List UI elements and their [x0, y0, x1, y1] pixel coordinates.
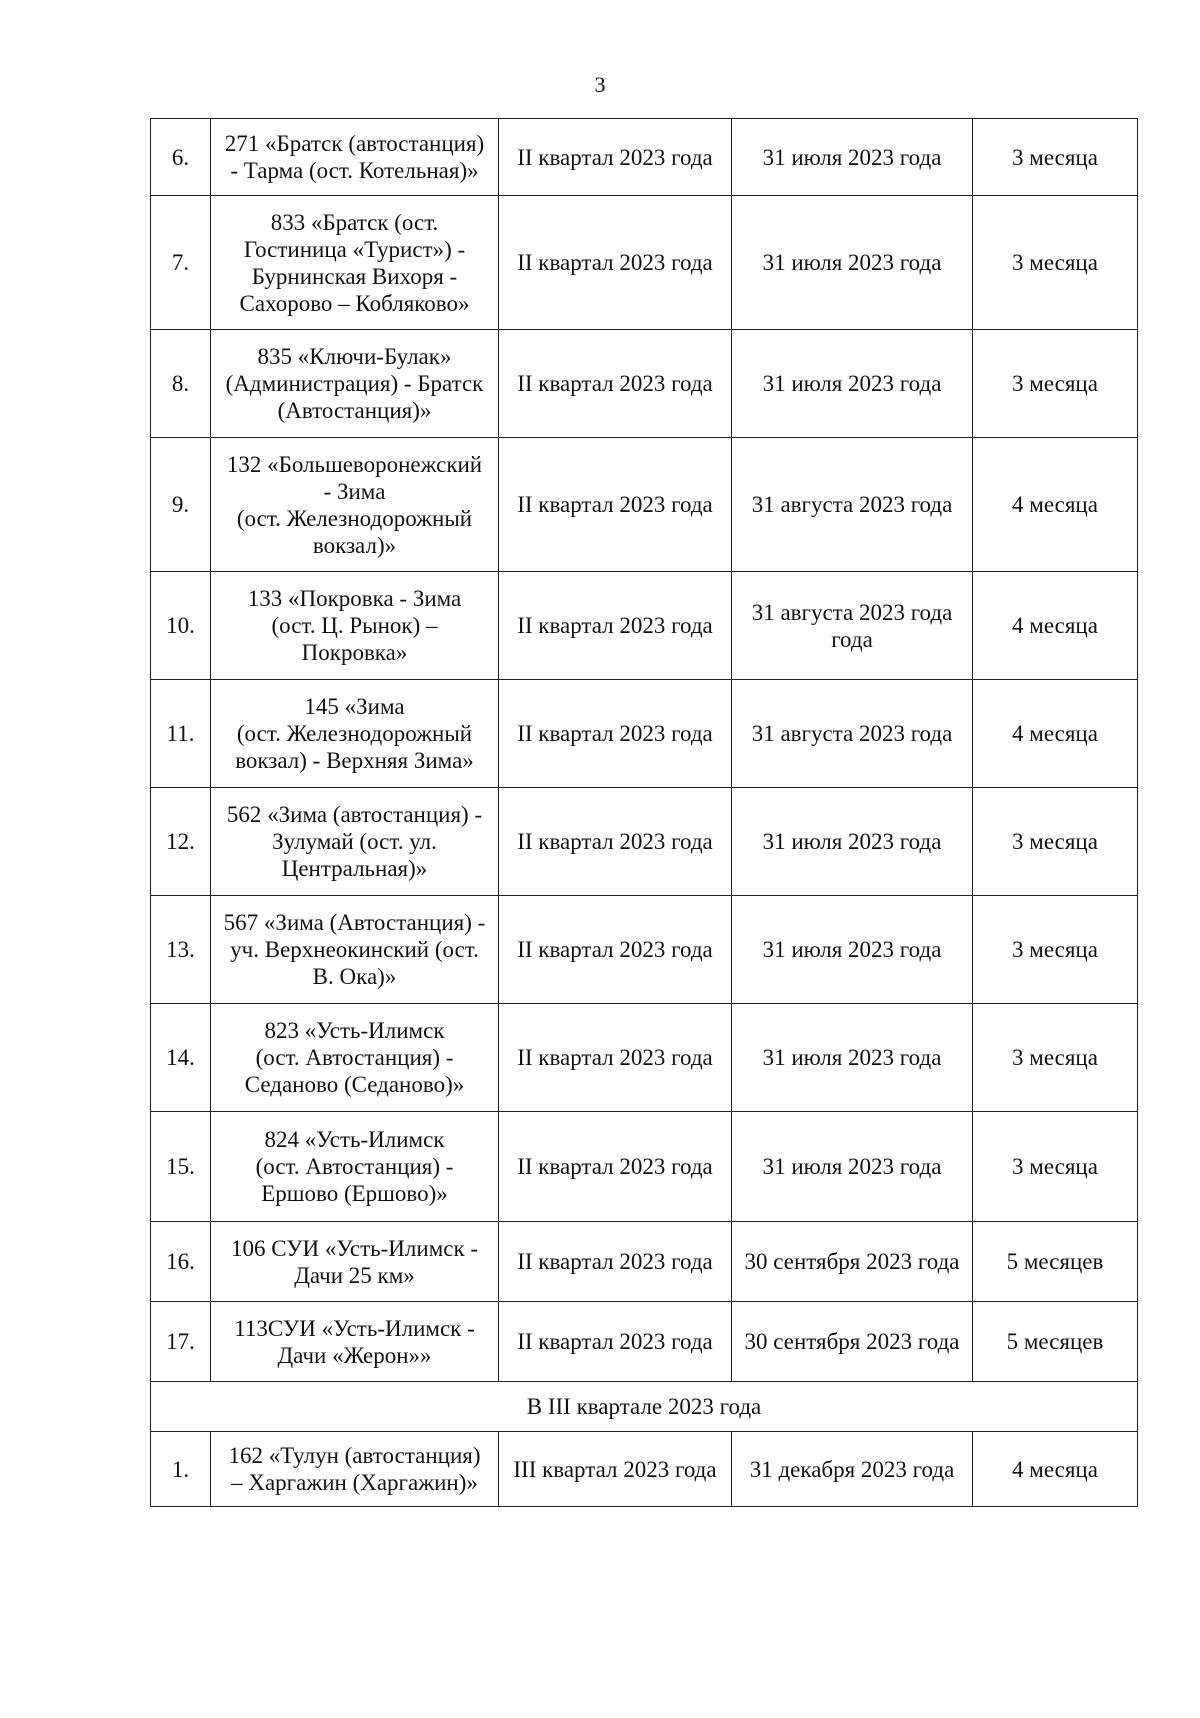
- end-date: 31 августа 2023 года: [732, 680, 973, 788]
- route-name: 824 «Усть-Илимск (ост. Автостанция) - Ершово (Ершово)»: [211, 1112, 499, 1222]
- row-number: 1.: [151, 1432, 211, 1507]
- end-date: 30 сентября 2023 года: [732, 1302, 973, 1382]
- duration: 3 месяца: [973, 330, 1138, 438]
- row-number: 14.: [151, 1004, 211, 1112]
- quarter: II квартал 2023 года: [499, 119, 732, 196]
- routes-table: [150, 118, 1138, 1507]
- route-name: 133 «Покровка - Зима (ост. Ц. Рынок) – Покровка»: [211, 572, 499, 680]
- row-number: 7.: [151, 196, 211, 330]
- table-row: [151, 1302, 1138, 1382]
- row-number: 8.: [151, 330, 211, 438]
- row-number: 15.: [151, 1112, 211, 1222]
- route-name: 833 «Братск (ост. Гостиница «Турист») - Бурнинская Вихоря - Сахорово – Кобляково»: [211, 196, 499, 330]
- section-header: В III квартале 2023 года: [151, 1382, 1138, 1432]
- row-number: 6.: [151, 119, 211, 196]
- table-row: [151, 119, 1138, 196]
- end-date: 31 июля 2023 года: [732, 119, 973, 196]
- route-name: 106 СУИ «Усть-Илимск - Дачи 25 км»: [211, 1222, 499, 1302]
- quarter: II квартал 2023 года: [499, 572, 732, 680]
- end-date: 31 июля 2023 года: [732, 330, 973, 438]
- end-date: 31 июля 2023 года: [732, 196, 973, 330]
- table-row: [151, 1222, 1138, 1302]
- duration: 4 месяца: [973, 438, 1138, 572]
- duration: 3 месяца: [973, 1004, 1138, 1112]
- table-row: [151, 196, 1138, 330]
- end-date: 31 июля 2023 года: [732, 896, 973, 1004]
- quarter: II квартал 2023 года: [499, 1004, 732, 1112]
- quarter: II квартал 2023 года: [499, 330, 732, 438]
- quarter: II квартал 2023 года: [499, 896, 732, 1004]
- end-date: 31 августа 2023 года: [732, 438, 973, 572]
- route-name: 823 «Усть-Илимск (ост. Автостанция) - Седаново (Седаново)»: [211, 1004, 499, 1112]
- table-row: [151, 438, 1138, 572]
- quarter: II квартал 2023 года: [499, 438, 732, 572]
- row-number: 12.: [151, 788, 211, 896]
- table-row: [151, 680, 1138, 788]
- row-number: 10.: [151, 572, 211, 680]
- page-number: 3: [594, 72, 606, 97]
- row-number: 11.: [151, 680, 211, 788]
- end-date: 31 августа 2023 года года: [732, 572, 973, 680]
- quarter: II квартал 2023 года: [499, 680, 732, 788]
- row-number: 9.: [151, 438, 211, 572]
- end-date: 31 июля 2023 года: [732, 1112, 973, 1222]
- duration: 5 месяцев: [973, 1222, 1138, 1302]
- end-date: 31 июля 2023 года: [732, 788, 973, 896]
- table-row: [151, 1004, 1138, 1112]
- duration: 3 месяца: [973, 788, 1138, 896]
- table-row: [151, 572, 1138, 680]
- row-number: 17.: [151, 1302, 211, 1382]
- quarter: II квартал 2023 года: [499, 788, 732, 896]
- end-date: 31 декабря 2023 года: [732, 1432, 973, 1507]
- route-name: 162 «Тулун (автостанция) – Харгажин (Харгажин)»: [211, 1432, 499, 1507]
- route-name: 562 «Зима (автостанция) - Зулумай (ост. ул. Центральная)»: [211, 788, 499, 896]
- route-name: 145 «Зима (ост. Железнодорожный вокзал) - Верхняя Зима»: [211, 680, 499, 788]
- duration: 4 месяца: [973, 680, 1138, 788]
- table-row: [151, 1432, 1138, 1507]
- route-name: 132 «Большеворонежский - Зима (ост. Железнодорожный вокзал)»: [211, 438, 499, 572]
- quarter: II квартал 2023 года: [499, 196, 732, 330]
- duration: 3 месяца: [973, 896, 1138, 1004]
- end-date: 30 сентября 2023 года: [732, 1222, 973, 1302]
- route-name: 567 «Зима (Автостанция) - уч. Верхнеокинский (ост. В. Ока)»: [211, 896, 499, 1004]
- duration: 4 месяца: [973, 1432, 1138, 1507]
- duration: 3 месяца: [973, 196, 1138, 330]
- table-row: [151, 1112, 1138, 1222]
- table-row: [151, 788, 1138, 896]
- table-row: [151, 896, 1138, 1004]
- duration: 3 месяца: [973, 119, 1138, 196]
- duration: 5 месяцев: [973, 1302, 1138, 1382]
- duration: 4 месяца: [973, 572, 1138, 680]
- quarter: III квартал 2023 года: [499, 1432, 732, 1507]
- duration: 3 месяца: [973, 1112, 1138, 1222]
- end-date: 31 июля 2023 года: [732, 1004, 973, 1112]
- row-number: 16.: [151, 1222, 211, 1302]
- quarter: II квартал 2023 года: [499, 1222, 732, 1302]
- route-name: 271 «Братск (автостанция) - Тарма (ост. Котельная)»: [211, 119, 499, 196]
- section-header-row: [151, 1382, 1138, 1432]
- quarter: II квартал 2023 года: [499, 1302, 732, 1382]
- route-name: 835 «Ключи-Булак» (Администрация) - Братск (Автостанция)»: [211, 330, 499, 438]
- route-name: 113СУИ «Усть-Илимск - Дачи «Жерон»»: [211, 1302, 499, 1382]
- quarter: II квартал 2023 года: [499, 1112, 732, 1222]
- row-number: 13.: [151, 896, 211, 1004]
- table-row: [151, 330, 1138, 438]
